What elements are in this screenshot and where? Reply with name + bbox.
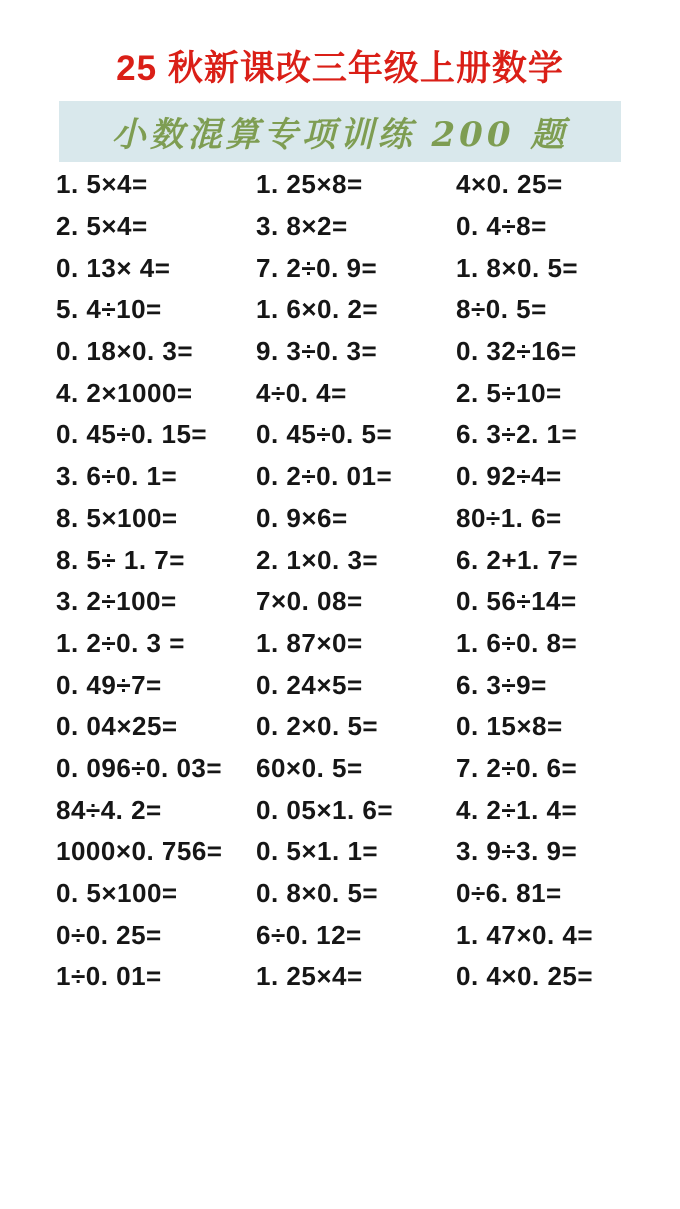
problem-cell: 0. 2×0. 5=: [256, 711, 379, 742]
problem-cell: 7×0. 08=: [256, 586, 363, 617]
problem-cell: 0. 32÷16=: [456, 336, 577, 367]
problem-row: [56, 914, 680, 956]
problem-row: [56, 206, 680, 248]
problem-cell: 4×0. 25=: [456, 169, 563, 200]
problem-row: [56, 331, 680, 373]
problem-row: [56, 831, 680, 873]
problem-cell: 6. 2+1. 7=: [456, 544, 579, 575]
subtitle-band: [59, 101, 621, 162]
problem-cell: 0. 04×25=: [56, 711, 178, 742]
problem-row: [56, 623, 680, 665]
problem-cell: 1000×0. 756=: [56, 836, 223, 867]
problem-cell: 6. 3÷9=: [456, 669, 547, 700]
problem-cell: 0. 096÷0. 03=: [56, 752, 223, 783]
problem-row: [56, 247, 680, 289]
problem-row: [56, 372, 680, 414]
problem-cell: 4. 2÷1. 4=: [456, 794, 578, 825]
problem-cell: 0. 9×6=: [256, 502, 348, 533]
problem-cell: 0. 45÷0. 5=: [256, 419, 393, 450]
problem-cell: 0. 15×8=: [456, 711, 563, 742]
problem-cell: 1. 8×0. 5=: [456, 252, 579, 283]
problem-cell: 1. 6÷0. 8=: [456, 627, 578, 658]
problem-cell: 8. 5÷ 1. 7=: [56, 544, 185, 575]
problem-row: [56, 414, 680, 456]
problem-cell: 4. 2×1000=: [56, 377, 193, 408]
problem-cell: 84÷4. 2=: [56, 794, 162, 825]
problem-cell: 1. 5×4=: [56, 169, 148, 200]
problem-cell: 2. 5÷10=: [456, 377, 562, 408]
problem-cell: 0. 2÷0. 01=: [256, 461, 393, 492]
problem-cell: 7. 2÷0. 6=: [456, 752, 578, 783]
problem-cell: 8÷0. 5=: [456, 294, 547, 325]
problem-row: [56, 289, 680, 331]
problem-row: [56, 873, 680, 915]
problem-cell: 0. 8×0. 5=: [256, 878, 379, 909]
problem-cell: 0. 92÷4=: [456, 461, 562, 492]
problem-cell: 0. 49÷7=: [56, 669, 162, 700]
problems-grid: [0, 164, 680, 998]
problem-row: [56, 498, 680, 540]
problem-row: [56, 581, 680, 623]
problem-cell: 0. 45÷0. 15=: [56, 419, 208, 450]
problem-cell: 7. 2÷0. 9=: [256, 252, 378, 283]
page-subtitle: 小数混算专项训练 200 题: [111, 115, 569, 155]
problem-cell: 0. 4×0. 25=: [456, 961, 594, 992]
problem-cell: 1. 6×0. 2=: [256, 294, 379, 325]
problem-cell: 3. 2÷100=: [56, 586, 177, 617]
problem-cell: 60×0. 5=: [256, 752, 363, 783]
problem-cell: 1. 2÷0. 3 =: [56, 627, 185, 658]
problem-cell: 6÷0. 12=: [256, 919, 362, 950]
problem-cell: 1. 25×8=: [256, 169, 363, 200]
problem-cell: 3. 8×2=: [256, 211, 348, 242]
problem-row: [56, 789, 680, 831]
problem-cell: 4÷0. 4=: [256, 377, 347, 408]
problem-row: [56, 456, 680, 498]
problem-cell: 6. 3÷2. 1=: [456, 419, 578, 450]
problem-cell: 0. 5×100=: [56, 878, 178, 909]
problem-row: [56, 664, 680, 706]
problem-cell: 0÷6. 81=: [456, 878, 562, 909]
problem-row: [56, 164, 680, 206]
problem-cell: 0. 18×0. 3=: [56, 336, 194, 367]
problem-cell: 0. 5×1. 1=: [256, 836, 379, 867]
problem-cell: 0. 24×5=: [256, 669, 363, 700]
problem-row: [56, 539, 680, 581]
problem-row: [56, 956, 680, 998]
problem-cell: 5. 4÷10=: [56, 294, 162, 325]
problem-cell: 0. 05×1. 6=: [256, 794, 394, 825]
problem-cell: 3. 6÷0. 1=: [56, 461, 178, 492]
problem-row: [56, 748, 680, 790]
problem-cell: 8. 5×100=: [56, 502, 178, 533]
problem-cell: 80÷1. 6=: [456, 502, 562, 533]
problem-cell: 1÷0. 01=: [56, 961, 162, 992]
problem-cell: 1. 87×0=: [256, 627, 363, 658]
problem-cell: 9. 3÷0. 3=: [256, 336, 378, 367]
problem-row: [56, 706, 680, 748]
problem-cell: 1. 47×0. 4=: [456, 919, 594, 950]
problem-cell: 3. 9÷3. 9=: [456, 836, 578, 867]
problem-cell: 0. 13× 4=: [56, 252, 171, 283]
page-title: 25 秋新课改三年级上册数学: [116, 49, 564, 88]
problem-cell: 2. 5×4=: [56, 211, 148, 242]
problem-cell: 0. 4÷8=: [456, 211, 547, 242]
problem-cell: 1. 25×4=: [256, 961, 363, 992]
problem-cell: 2. 1×0. 3=: [256, 544, 379, 575]
problem-cell: 0÷0. 25=: [56, 919, 162, 950]
problem-cell: 0. 56÷14=: [456, 586, 577, 617]
